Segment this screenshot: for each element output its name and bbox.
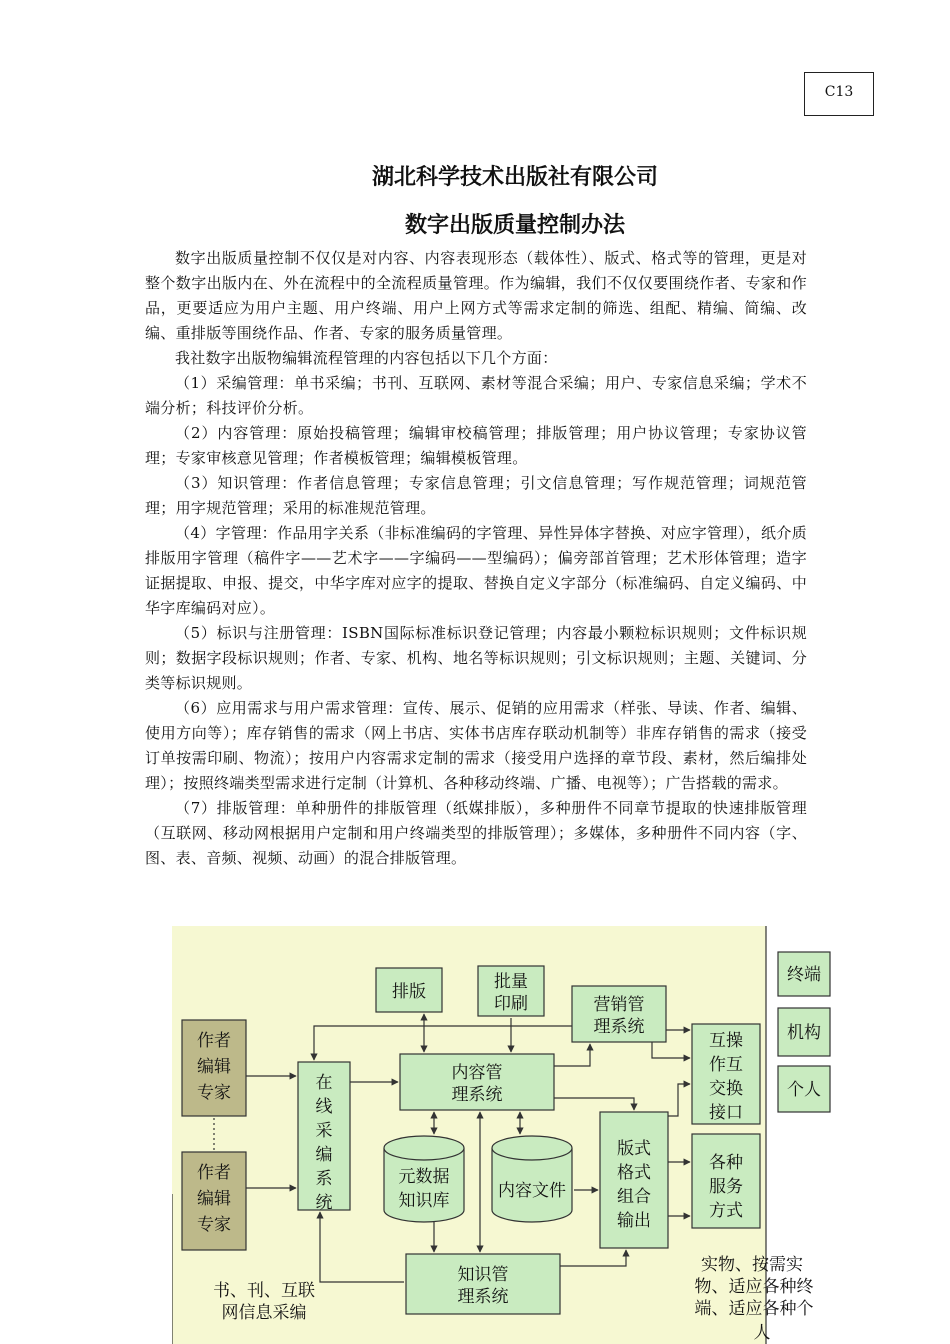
content-management-box — [400, 1054, 554, 1110]
svg-text:实物、按需实: 实物、按需实 — [701, 1255, 803, 1275]
svg-text:书、刊、互联: 书、刊、互联 — [213, 1281, 315, 1301]
body-text — [145, 246, 807, 871]
svg-text:专家: 专家 — [197, 1083, 231, 1103]
svg-text:理系统: 理系统 — [451, 1085, 503, 1105]
marketing-box — [572, 986, 666, 1042]
svg-text:作者: 作者 — [197, 1163, 231, 1183]
svg-text:接口: 接口 — [709, 1103, 743, 1123]
paragraph: （1）采编管理：单书采编；书刊、互联网、素材等混合采编；用户、专家信息采编；学术不端分析；科技评价分析。 — [145, 374, 807, 417]
svg-text:物、适应各种终: 物、适应各种终 — [694, 1277, 814, 1297]
svg-text:排版: 排版 — [392, 982, 426, 1002]
svg-text:机构: 机构 — [787, 1023, 821, 1043]
online-collection-box — [298, 1062, 350, 1213]
svg-text:内容文件: 内容文件 — [498, 1181, 566, 1201]
svg-text:理系统: 理系统 — [593, 1017, 645, 1037]
svg-text:在: 在 — [315, 1073, 333, 1093]
terminal-box — [778, 952, 830, 996]
document-title: 数字出版质量控制办法 — [404, 213, 625, 238]
svg-text:理系统: 理系统 — [457, 1287, 509, 1307]
svg-text:终端: 终端 — [787, 965, 821, 985]
svg-text:系: 系 — [315, 1169, 333, 1189]
svg-text:个人: 个人 — [787, 1080, 821, 1100]
svg-text:营销管: 营销管 — [593, 995, 645, 1015]
svg-text:作者: 作者 — [197, 1031, 231, 1051]
svg-text:网信息采编: 网信息采编 — [221, 1303, 307, 1323]
svg-text:编辑: 编辑 — [197, 1189, 231, 1209]
paragraph: （6）应用需求与用户需求管理：宣传、展示、促销的应用需求（样张、导读、作者、编辑、使用方向等）；库存销售的需求（网上书店、实体书店库存联动机制等）非库存销售的需求（接受订单按需印刷、物流）；按用户内容需求定制的需求（接受用户选择的章节段、素材，然后编排处理）；按照终端类型需求进行定制（计算机、各种移动终端、广播、电视等）；广告搭载的需求。 — [145, 699, 807, 792]
paragraph: （3）知识管理：作者信息管理；专家信息管理；引文信息管理；写作规范管理；词规范管理；用字规范管理；采用的标准规范管理。 — [145, 474, 807, 517]
svg-text:采: 采 — [315, 1121, 333, 1141]
content-file-cylinder — [492, 1136, 572, 1222]
svg-text:交换: 交换 — [709, 1079, 743, 1099]
svg-text:版式: 版式 — [617, 1139, 651, 1159]
svg-text:编辑: 编辑 — [197, 1057, 231, 1077]
svg-text:各种: 各种 — [709, 1153, 743, 1173]
individual-box — [778, 1066, 830, 1112]
workflow-diagram — [172, 926, 836, 1344]
author-group-top — [182, 1020, 246, 1116]
typeset-box — [376, 968, 442, 1012]
author-group-bottom — [182, 1152, 246, 1250]
paragraph: 数字出版质量控制不仅仅是对内容、内容表现形态（载体性）、版式、格式等的管理，更是对整个数字出版内在、外在流程中的全流程质量管理。作为编辑，我们不仅仅要围绕作者、专家和作品，更要适应为用户主题、用户终端、用户上网方式等需求定制的筛选、组配、精编、简编、改编、重排版等围绕作品、作者、专家的服务质量管理。 — [145, 249, 807, 342]
batch-print-box — [478, 966, 544, 1016]
svg-text:端、适应各种个: 端、适应各种个 — [694, 1299, 814, 1319]
svg-text:组合: 组合 — [617, 1187, 651, 1207]
knowledge-management-box — [406, 1254, 560, 1314]
services-box — [692, 1134, 760, 1228]
svg-text:专家: 专家 — [197, 1215, 231, 1235]
paragraph: （2）内容管理：原始投稿管理；编辑审校稿管理；排版管理；用户协议管理；专家协议管理；专家审核意见管理；作者模板管理；编辑模板管理。 — [145, 424, 807, 467]
svg-text:互操: 互操 — [709, 1031, 743, 1051]
paragraph: （4）字管理：作品用字关系（非标准编码的字管理、异性异体字替换、对应字管理），纸介质排版用字管理（稿件字——艺术字——字编码——型编码）；偏旁部首管理；艺术形体管理；造字证据提取、申报、提交，中华字库对应字的提取、替换自定义字部分（标准编码、自定义编码、中华字库编码对应）。 — [145, 524, 807, 617]
svg-text:作互: 作互 — [709, 1055, 743, 1075]
svg-text:批量: 批量 — [494, 972, 528, 992]
document-code-box: C13 — [804, 72, 874, 116]
paragraph: （5）标识与注册管理：ISBN国际标准标识登记管理；内容最小颗粒标识规则；文件标识规则；数据字段标识规则；作者、专家、机构、地名等标识规则；引文标识规则；主题、关键词、分类等标识规则。 — [145, 624, 807, 692]
svg-text:服务: 服务 — [709, 1177, 743, 1197]
svg-text:内容管: 内容管 — [451, 1063, 503, 1083]
paragraph: 我社数字出版物编辑流程管理的内容包括以下几个方面： — [175, 349, 558, 367]
svg-text:知识库: 知识库 — [398, 1191, 450, 1211]
institution-box — [778, 1008, 830, 1056]
svg-text:人: 人 — [753, 1323, 771, 1343]
svg-text:线: 线 — [315, 1097, 333, 1117]
company-name: 湖北科学技术出版社有限公司 — [371, 165, 658, 190]
paragraph: （7）排版管理：单种册件的排版管理（纸媒排版），多种册件不同章节提取的快速排版管理（互联网、移动网根据用户定制和用户终端类型的排版管理）；多媒体，多种册件不同内容（字、图、表、音频、视频、动画）的混合排版管理。 — [145, 799, 807, 867]
svg-text:编: 编 — [315, 1145, 333, 1165]
svg-text:方式: 方式 — [709, 1201, 743, 1221]
svg-text:格式: 格式 — [617, 1163, 651, 1183]
svg-text:统: 统 — [315, 1193, 333, 1213]
format-output-box — [600, 1112, 668, 1248]
interop-interface-box — [692, 1024, 760, 1124]
svg-text:印刷: 印刷 — [494, 994, 528, 1014]
svg-text:输出: 输出 — [617, 1211, 651, 1231]
svg-text:元数据: 元数据 — [398, 1167, 450, 1187]
svg-text:知识管: 知识管 — [457, 1265, 509, 1285]
metadata-db-cylinder — [384, 1136, 464, 1222]
